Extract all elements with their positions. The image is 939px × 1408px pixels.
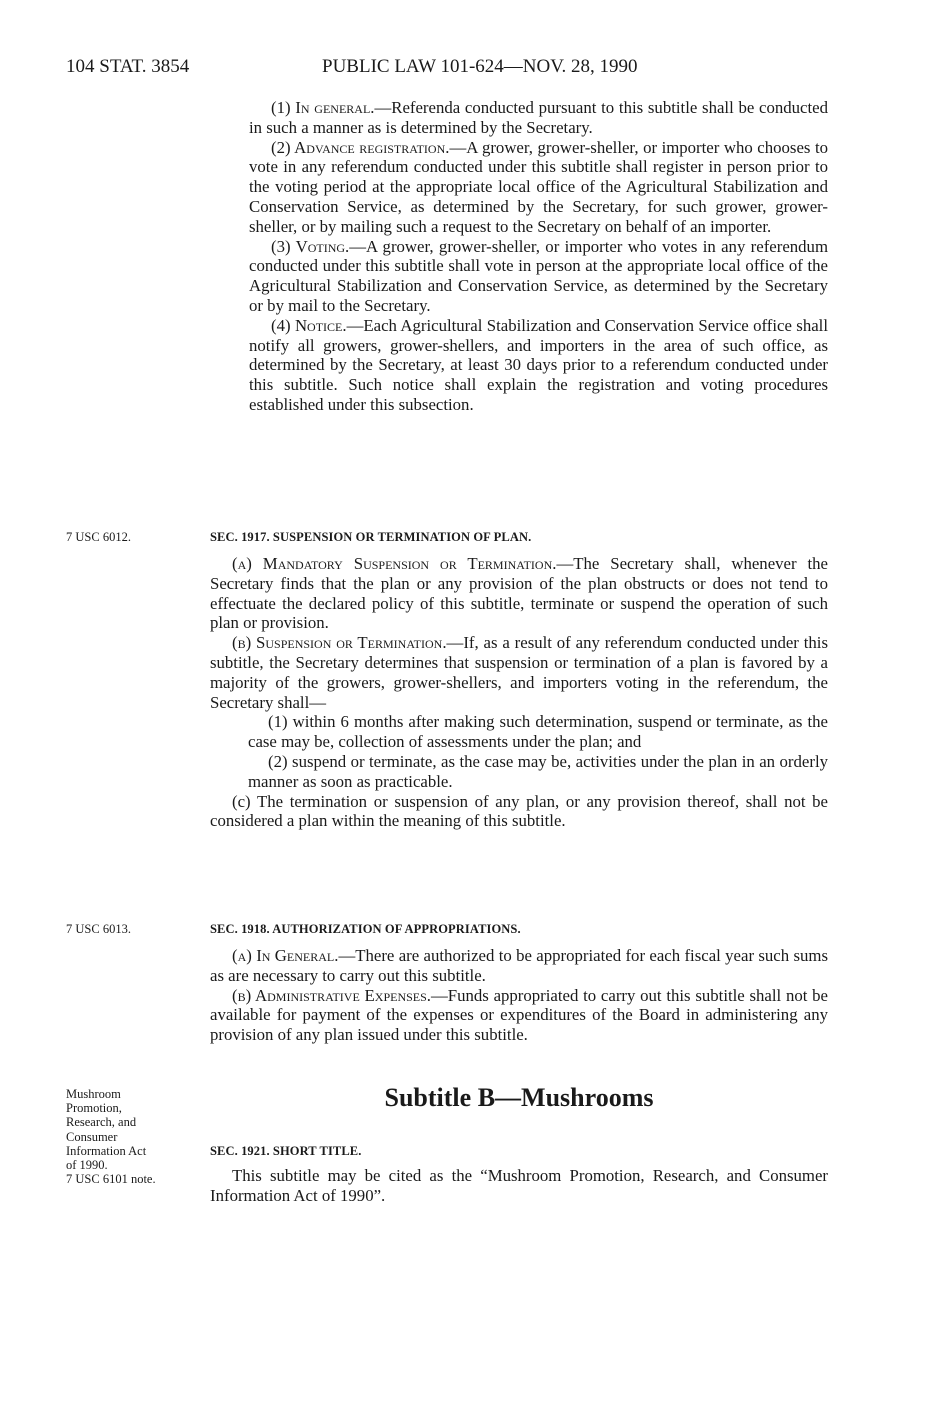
subtitle-heading: Subtitle B—Mushrooms [384, 1083, 654, 1112]
paragraph-label: (3) Voting. [271, 236, 350, 256]
paragraph-label: (b) Suspension or Termination. [232, 633, 447, 653]
section-1918-body [210, 946, 828, 1045]
paragraph-notice: (4) Notice.—Each Agricultural Stabilization and Conservation Service office shall notify all growers, grower-shellers, and importers in the area of such office, as determined by the Secretary, at least 30 days prior to a referendum conducted under this subtitle. Such notice shall explain the registration and voting procedures established under this subsection. [249, 315, 829, 414]
paragraph-mandatory-suspension: (a) Mandatory Suspension or Termination.—The Secretary shall, whenever the Secretary finds that the plan or any provision of the plan obstructs or does not tend to effectuate the declared policy of this subtitle, terminate or suspend the operation of such plan or provision. [210, 554, 829, 633]
paragraph-label: (1) In general. [271, 98, 375, 117]
paragraph-in-general-1918: (a) In General.—There are authorized to be appropriated for each fiscal year such sums as are necessary to carry out this subtitle. [210, 946, 828, 985]
paragraph-administrative-expenses: (b) Administrative Expenses.—Funds appropriated to carry out this subtitle shall not be available for payment of the expenses or expenditures of the Board in administering any provision of any plan issued under this subtitle. [210, 985, 828, 1045]
section-heading-1917: SEC. 1917. SUSPENSION OR TERMINATION OF PLAN. [210, 530, 532, 544]
margin-note-line: Research, and [66, 1115, 137, 1130]
paragraph-advance-registration: (2) Advance registration.—A grower, grower-sheller, or importer who chooses to vote in any referendum conducted under this subtitle shall register in person prior to the voting period at the appropriate local office of the Agricultural Stabilization and Conservation Service, as determined by the Secretary, for such grower, grower-sheller, or by mailing such a request to the Secretary on behalf of an importer. [249, 137, 828, 236]
margin-note-line: Promotion, [66, 1101, 122, 1116]
section-heading-1921: SEC. 1921. SHORT TITLE. [210, 1144, 362, 1158]
section-1921-body [210, 1166, 828, 1206]
paragraph-label: (4) Notice. [271, 315, 347, 335]
margin-note-usc-6013: 7 USC 6013. [66, 922, 131, 936]
margin-note-mushroom-act [66, 1087, 156, 1186]
paragraph-voting: (3) Voting.—A grower, grower-sheller, or importer who votes in any referendum conducted under this subtitle shall vote in person at the appropriate local office of the Agricultural Stabilization and Conservation Service, as determined by the Secretary or by mail to the Secretary. [249, 236, 829, 315]
margin-note-line: Information Act [66, 1143, 147, 1158]
paragraph-suspension-termination: (b) Suspension or Termination.—If, as a result of any referendum conducted under this subtitle, the Secretary determines that suspension or termination of a plan is favored by a majority of the growers, grower-shellers, and importers voting in the referendum, the Secretary shall— [210, 633, 828, 712]
paragraph-label: (2) Advance registration. [271, 137, 450, 157]
paragraph-short-title: This subtitle may be cited as the “Mushroom Promotion, Research, and Consumer Information Act of 1990”. [210, 1166, 828, 1205]
law-title: PUBLIC LAW 101-624—NOV. 28, 1990 [322, 56, 638, 77]
paragraph-label: (b) Administrative Expenses. [232, 985, 431, 1005]
margin-note-line: Mushroom [66, 1087, 121, 1101]
subparagraph-1: (1) within 6 months after making such determination, suspend or terminate, as the case may be, collection of assessments under the plan; and [248, 712, 828, 752]
margin-note-line: 7 USC 6101 note. [66, 1172, 156, 1187]
stat-reference: 104 STAT. 3854 [66, 56, 190, 77]
margin-note-line: of 1990. [66, 1158, 108, 1173]
referenda-section [249, 98, 828, 415]
paragraph-label: (a) Mandatory Suspension or Termination. [232, 554, 557, 573]
section-1917-body [210, 554, 828, 831]
paragraph-c: (c) The termination or suspension of any plan, or any provision thereof, shall not be considered a plan within the meaning of this subtitle. [210, 791, 828, 831]
section-heading-1918: SEC. 1918. AUTHORIZATION OF APPROPRIATIONS. [210, 922, 521, 936]
margin-note-usc-6012: 7 USC 6012. [66, 530, 131, 544]
subparagraph-2: (2) suspend or terminate, as the case may be, activities under the plan in an orderly manner as soon as practicable. [248, 751, 828, 791]
margin-note-line: Consumer [66, 1129, 118, 1144]
paragraph-in-general: (1) In general.—Referenda conducted pursuant to this subtitle shall be conducted in such a manner as is determined by the Secretary. [249, 98, 828, 137]
paragraph-label: (a) In General. [232, 946, 339, 965]
